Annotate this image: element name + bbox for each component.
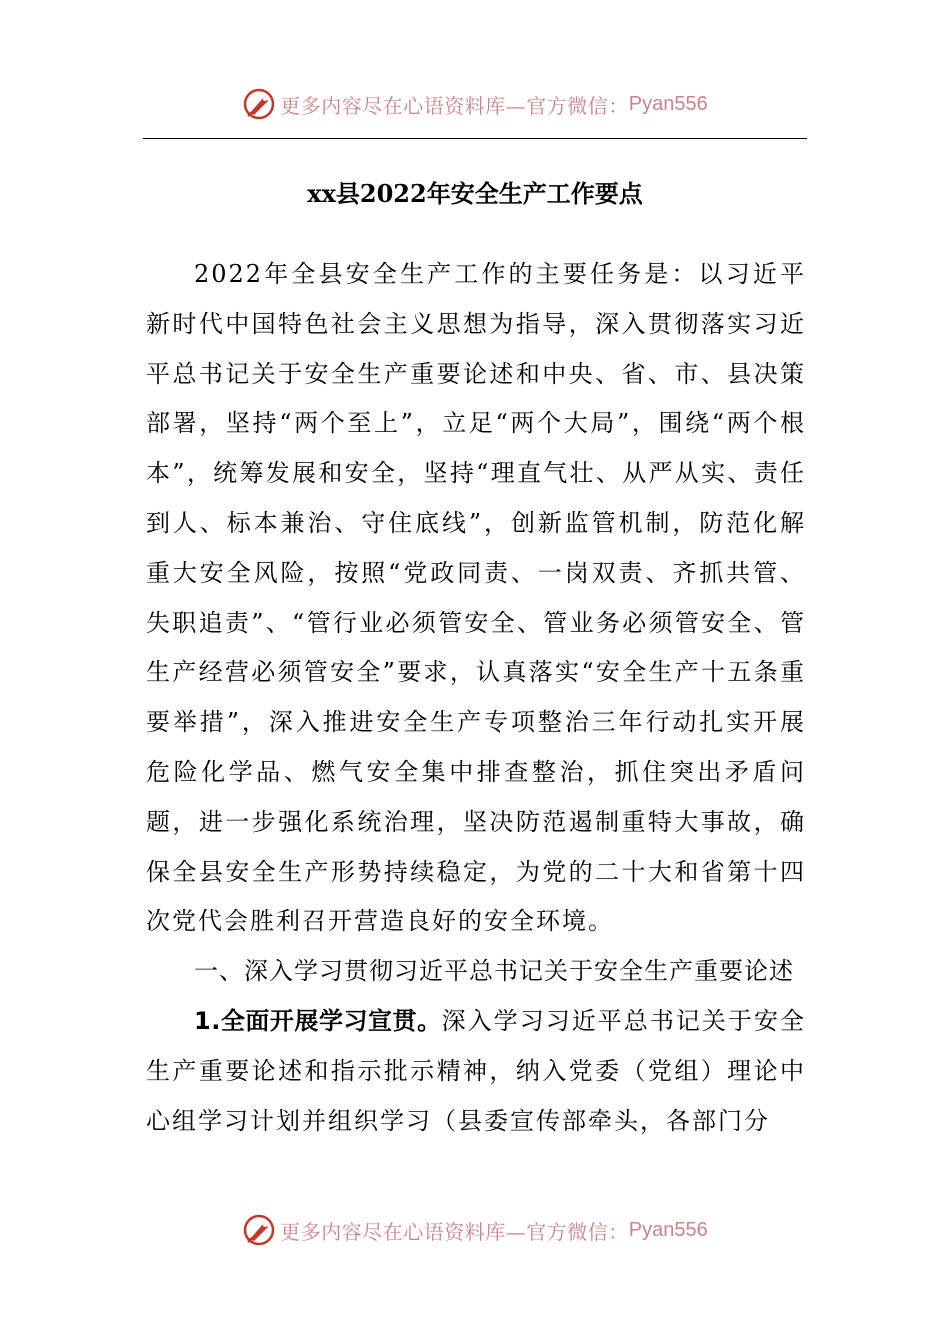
item-paragraph-1 [146, 997, 806, 1146]
document-body [146, 250, 806, 1146]
watermark-banner-top [0, 82, 950, 126]
pen-nib-logo-icon [242, 87, 276, 121]
watermark-handle: Pyan556 [628, 1218, 708, 1241]
page-title: xx县2022年安全生产工作要点 [307, 179, 643, 208]
item-lead-1: 1.全面开展学习宣贯。 [194, 1006, 442, 1035]
section-heading-1: 一、深入学习贯彻习近平总书记关于安全生产重要论述 [194, 957, 794, 986]
intro-paragraph: 2022年全县安全生产工作的主要任务是：以习近平新时代中国特色社会主义思想为指导，深入贯彻落实习近平总书记关于安全生产重要论述和中央、省、市、县决策部署，坚持“两个至上”，立足“两个大局”，围绕“两个根本”，统筹发展和安全，坚持“理直气壮、从严从实、责任到人、标本兼治、守住底线”，创新监管机制，防范化解重大安全风险，按照“党政同责、一岗双责、齐抓共管、失职追责”、“管行业必须管安全、管业务必须管安全、管生产经营必须管安全”要求，认真落实“安全生产十五条重要举措”，深入推进安全生产专项整治三年行动扎实开展危险化学品、燃气安全集中排查整治，抓住突出矛盾问题，进一步强化系统治理，坚决防范遏制重特大事故，确保全县安全生产形势持续稳定，为党的二十大和省第十四次党代会胜利召开营造良好的安全环境。 [146, 260, 806, 936]
watermark-banner-bottom [0, 1208, 950, 1252]
watermark-text: 更多内容尽在心语资料库—官方微信： [280, 1219, 629, 1244]
watermark-text: 更多内容尽在心语资料库—官方微信： [280, 93, 629, 118]
watermark-handle: Pyan556 [628, 92, 708, 115]
item-body-1: 深入学习习近平总书记关于安全生产重要论述和指示批示精神，纳入党委（党组）理论中心组学习计划并组织学习（县委宣传部牵头，各部门分 [146, 1006, 806, 1135]
pen-nib-logo-icon [242, 1213, 276, 1247]
header-rule [143, 138, 807, 139]
